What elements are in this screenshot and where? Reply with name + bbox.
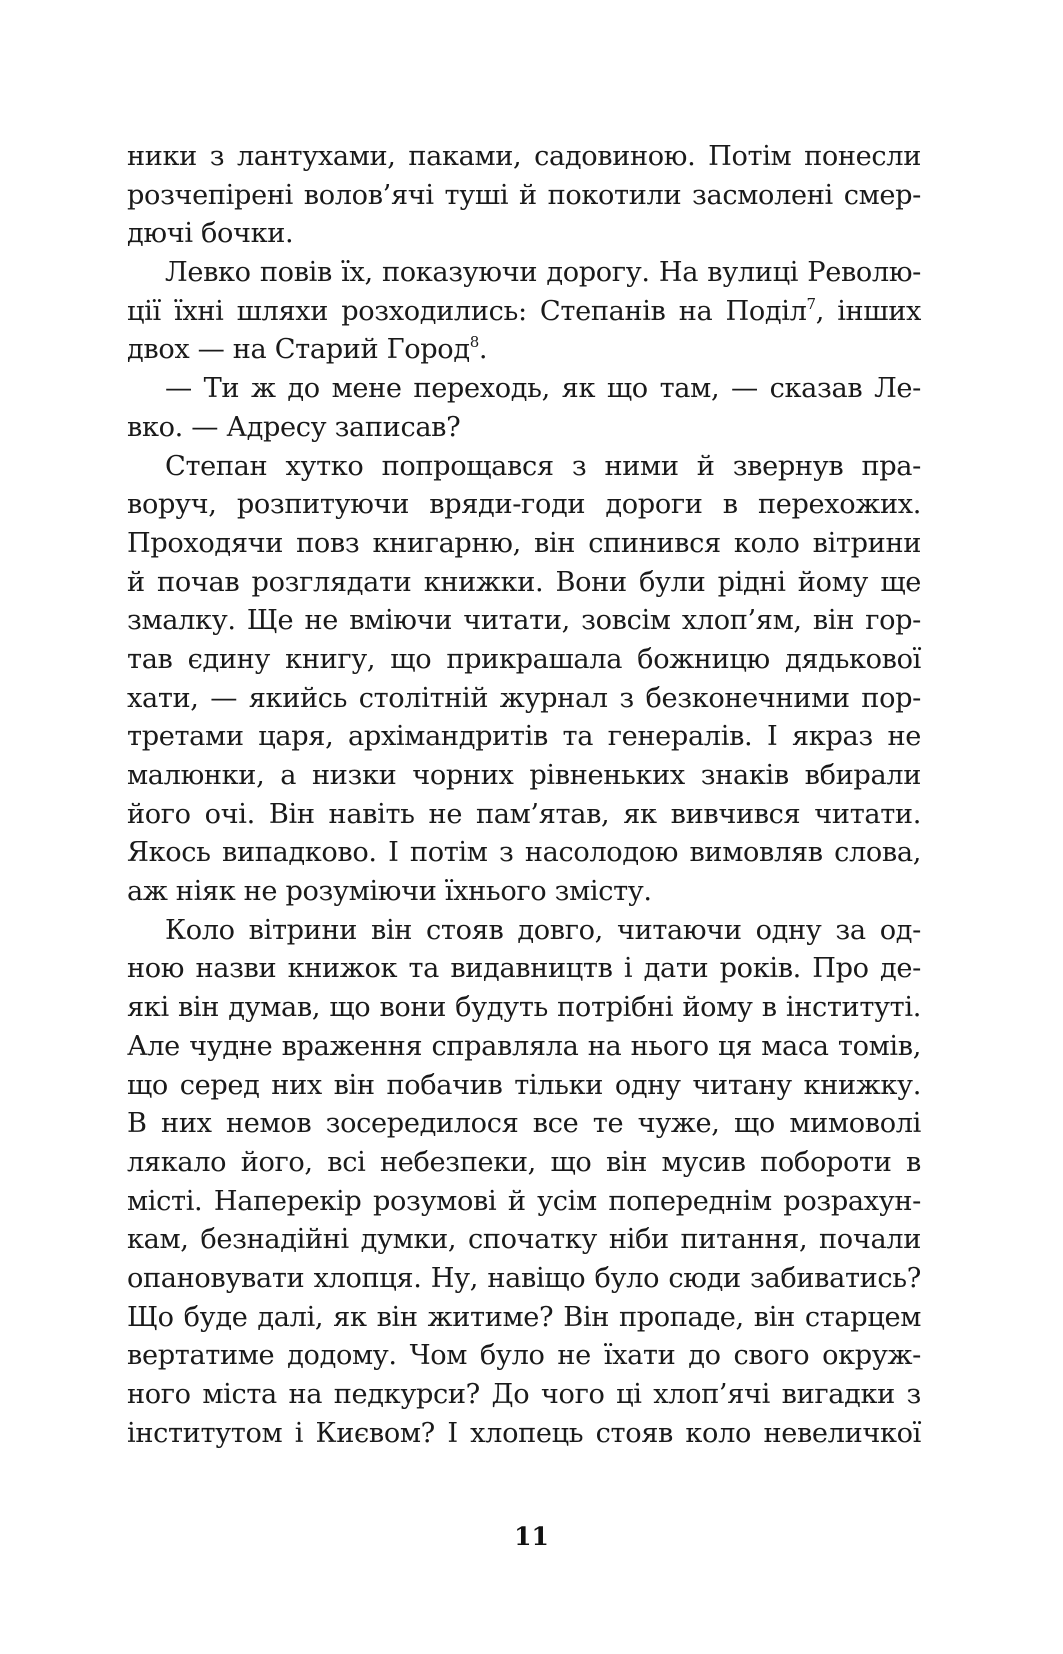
text-line: Але чудне враження справляла на нього ця маса томів, bbox=[127, 1030, 921, 1062]
text-line: кам, безнадійні думки, спочатку ніби питання, почали bbox=[127, 1224, 921, 1256]
body-text bbox=[127, 138, 921, 1453]
text-line: що серед них він побачив тільки одну читану книжку. bbox=[127, 1069, 921, 1101]
text-line: Проходячи повз книгарню, він спинився коло вітрини bbox=[127, 527, 921, 559]
text-line: двох — на Старий Город$^8$. bbox=[127, 333, 488, 366]
text-line: опановувати хлопця. Ну, навіщо було сюди забиватись? bbox=[127, 1262, 921, 1294]
text-line: які він думав, що вони будуть потрібні йому в інституті. bbox=[127, 992, 921, 1024]
text-line: ції їхні шляхи розходились: Степанів на Поділ$^7$, інших bbox=[127, 294, 921, 327]
text-line: ного міста на педкурси? До чого ці хлоп’ячі вигадки з bbox=[127, 1379, 921, 1410]
text-line: воруч, розпитуючи вряди-годи дороги в перехожих. bbox=[127, 489, 921, 521]
text-line: — Ти ж до мене переходь, як що там, — сказав Ле- bbox=[165, 373, 921, 405]
text-line: вертатиме додому. Чом було не їхати до свого окруж- bbox=[127, 1340, 921, 1372]
text-line: аж ніяк не розуміючи їхнього змісту. bbox=[127, 876, 652, 908]
text-line: ники з лантухами, паками, садовиною. Потім понесли bbox=[127, 141, 921, 172]
text-line: Що буде далі, як він житиме? Він пропаде, він старцем bbox=[127, 1301, 921, 1333]
text-line: лякало його, всі небезпеки, що він мусив побороти в bbox=[127, 1146, 921, 1178]
text-line: його очі. Він навіть не пам’ятав, як вивчився читати. bbox=[127, 798, 921, 830]
text-line: дючі бочки. bbox=[127, 218, 294, 250]
text-line: інститутом і Києвом? І хлопець стояв коло невеличкої bbox=[127, 1417, 921, 1449]
text-line: вко. — Адресу записав? bbox=[127, 411, 461, 443]
text-line: місті. Наперекір розумові й усім попереднім розрахун- bbox=[127, 1185, 921, 1217]
text-line: Левко повів їх, показуючи дорогу. На вулиці Револю- bbox=[165, 257, 921, 289]
paragraph bbox=[127, 912, 921, 1454]
paragraph bbox=[127, 138, 921, 254]
text-line: й почав розглядати книжки. Вони були рідні йому ще bbox=[127, 566, 921, 598]
footnote-ref[interactable]: 7 bbox=[806, 294, 816, 313]
paragraph bbox=[127, 370, 921, 447]
text-line: ною назви книжок та видавництв і дати років. Про де- bbox=[127, 953, 921, 985]
paragraph bbox=[127, 254, 921, 370]
footnote-ref[interactable]: 8 bbox=[469, 333, 479, 352]
text-line: тав єдину книгу, що прикрашала божницю дядькової bbox=[127, 643, 921, 675]
text-line: третами царя, архімандритів та генералів. І якраз не bbox=[127, 721, 921, 753]
text-line: В них немов зосередилося все те чуже, що мимоволі bbox=[127, 1108, 921, 1140]
text-line: Коло вітрини він стояв довго, читаючи одну за од- bbox=[165, 914, 921, 946]
paragraph bbox=[127, 448, 921, 912]
text-line: хати, — якийсь столітній журнал з безконечними пор- bbox=[127, 682, 921, 714]
text-line: малюнки, а низки чорних рівненьких знаків вбирали bbox=[127, 760, 921, 791]
text-line: змалку. Ще не вміючи читати, зовсім хлоп’ям, він гор- bbox=[127, 605, 921, 637]
text-line: розчепірені волов’ячі туші й покотили засмолені смер- bbox=[127, 179, 921, 211]
text-line: Якось випадково. І потім з насолодою вимовляв слова, bbox=[127, 837, 921, 869]
page-number: 11 bbox=[514, 1522, 549, 1551]
text-line: Степан хутко попрощався з ними й звернув пра- bbox=[165, 450, 921, 482]
